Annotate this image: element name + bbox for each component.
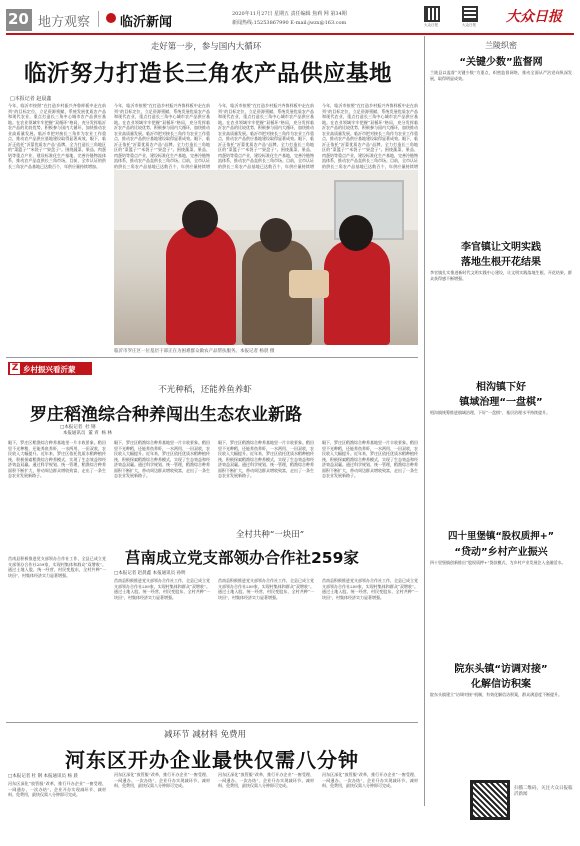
coop-byline: □本报记者 赵晨鑫 本报通讯员 孙明: [114, 571, 186, 576]
photo-volunteer-left: [166, 225, 236, 345]
right-kicker-4: 四十里堡镇“股权质押+”: [448, 531, 554, 542]
rural-body-col1: 眼下，罗庄区稻渔综合种养基地里一片丰收景象。稻田里不光种稻，还能养鱼养虾，一水两用、一田双收，农民收入大幅提升。近年来，罗庄区依托优质水稻种植传统，积极探索稻渔综合种养模式，实现了生态效益和经济效益双赢。通过科学规划、统一管理，稻渔综合种养面积不断扩大，带动周边群众增收致富，走出了一条生态农业发展新路子。: [8, 440, 106, 478]
photo-head-right: [339, 215, 373, 251]
coop-body-col1: 莒南县积极推进党支部领办合作社工作，全县已成立党支部领办合作社259家，实现村集体和群众“双增收”。通过土地入股、统一经营，村民变股东，全村共种“一块田”，村集体经济实力显著增强。: [114, 578, 210, 600]
photo-bag: [289, 270, 329, 298]
right-body-4: 四十里堡镇创新推出“股权质押+”贷款模式，为乡村产业发展注入金融活水。: [430, 560, 566, 565]
right-headline-3: 镇域治理“一盘棋”: [459, 397, 543, 408]
qr-label: 大众日报: [424, 23, 438, 27]
qr-label: 大众日报: [462, 23, 476, 27]
right-body-2: 李官镇扎实推进新时代文明实践中心建设，让文明实践落地生根、开花结果，群众获得感不断增强。: [430, 270, 572, 281]
lead-body-col3: 今年，临沂市按照“在打造乡村振兴齐鲁样板中走在前列”的目标定位，立足资源禀赋，系统发展优质农产品和现代农业，重点打造长三角中心城市农产品供应基地。在农业领域牢牢把握“双循环”格局，充分发挥临沂农产品的比较优势，积极参与国内大循环，加快推动农业高质量发展。临沂市把对接长三角作为农业工作重点，推动农产品供应基地建设取得显著成效。眼下，临沂正依托“沂蒙优质农产品”品牌，全力打造长三角地区的“菜篮子”“米袋子”“果盘子”。围绕蔬菜、果品、肉蛋奶等重点产业，建设标准化生产基地，完善冷链物流体系，推动农产品直供长三角市场。目前，全市认证的供长三角农产品基地已达数百个，年供应量持续增: [218, 103, 314, 169]
contact-info: 新闻热线:15253867990 E-mail:jwzx@163.com: [232, 20, 347, 26]
page-number: 20: [8, 10, 29, 28]
coop-body-col3: 莒南县积极推进党支部领办合作社工作，全县已成立党支部领办合作社259家，实现村集体和群众“双增收”。通过土地入股、统一经营，村民变股东，全村共种“一块田”，村集体经济实力显著增强。: [322, 578, 418, 600]
right-body-5: 院东头镇建立“访调对接”机制，有效化解信访积案，群众满意度不断提升。: [430, 692, 563, 697]
rural-body-col3: 眼下，罗庄区稻渔综合种养基地里一片丰收景象。稻田里不光种稻，还能养鱼养虾，一水两用、一田双收，农民收入大幅提升。近年来，罗庄区依托优质水稻种植传统，积极探索稻渔综合种养模式，实现了生态效益和经济效益双赢。通过科学规划、统一管理，稻渔综合种养面积不断扩大，带动周边群众增收致富，走出了一条生态农业发展新路子。: [218, 440, 314, 478]
photo-volunteer-right: [324, 240, 390, 345]
lead-byline: □本报记者 赵晨鑫: [10, 96, 52, 102]
right-kicker-2: 李官镇让文明实践: [461, 242, 541, 253]
header-rule: [6, 33, 574, 35]
bottom-body-col2: 河东区深化“放管服”改革，推行开办企业“一窗受理、一网通办、一次办结”，企业开办实现减环节、减材料、免费用，最快仅需八分钟即可完成。: [114, 772, 210, 788]
section-name: 地方观察: [38, 15, 91, 30]
red-dot-icon: [106, 13, 116, 23]
qr-caption: 扫描二维码，关注大众日报临沂新闻: [514, 786, 573, 797]
photo-head-left: [182, 200, 218, 238]
lead-body-col2: 今年，临沂市按照“在打造乡村振兴齐鲁样板中走在前列”的目标定位，立足资源禀赋，系统发展优质农产品和现代农业，重点打造长三角中心城市农产品供应基地。在农业领域牢牢把握“双循环”格局，充分发挥临沂农产品的比较优势，积极参与国内大循环，加快推动农业高质量发展。临沂市把对接长三角作为农业工作重点，推动农产品供应基地建设取得显著成效。眼下，临沂正依托“沂蒙优质农产品”品牌，全力打造长三角地区的“菜篮子”“米袋子”“果盘子”。围绕蔬菜、果品、肉蛋奶等重点产业，建设标准化生产基地，完善冷链物流体系，推动农产品直供长三角市场。目前，全市认证的供长三角农产品基地已达数百个，年供应量持续增: [114, 103, 210, 169]
qr-code-icon: [424, 6, 440, 22]
bottom-kicker: 减环节 减材料 免费用: [164, 730, 246, 740]
right-body-1: 兰陵县以监督“关键少数”为重点，织密监督网络，推动全面从严治党向纵深发展，取得明显成效。: [430, 70, 572, 81]
lead-body-col4: 今年，临沂市按照“在打造乡村振兴齐鲁样板中走在前列”的目标定位，立足资源禀赋，系统发展优质农产品和现代农业，重点打造长三角中心城市农产品供应基地。在农业领域牢牢把握“双循环”格局，充分发挥临沂农产品的比较优势，积极参与国内大循环，加快推动农业高质量发展。临沂市把对接长三角作为农业工作重点，推动农产品供应基地建设取得显著成效。眼下，临沂正依托“沂蒙优质农产品”品牌，全力打造长三角地区的“菜篮子”“米袋子”“果盘子”。围绕蔬菜、果品、肉蛋奶等重点产业，建设标准化生产基地，完善冷链物流体系，推动农产品直供长三角市场。目前，全市认证的供长三角农产品基地已达数百个，年供应量持续增: [322, 103, 418, 169]
right-kicker-1: 兰陵织密: [485, 41, 517, 50]
lead-body-col1: 今年，临沂市按照“在打造乡村振兴齐鲁样板中走在前列”的目标定位，立足资源禀赋，系统发展优质农产品和现代农业，重点打造长三角中心城市农产品供应基地。在农业领域牢牢把握“双循环”格局，充分发挥临沂农产品的比较优势，积极参与国内大循环，加快推动农业高质量发展。临沂市把对接长三角作为农业工作重点，推动农产品供应基地建设取得显著成效。眼下，临沂正依托“沂蒙优质农产品”品牌，全力打造长三角地区的“菜篮子”“米袋子”“果盘子”。围绕蔬菜、果品、肉蛋奶等重点产业，建设标准化生产基地，完善冷链物流体系，推动农产品直供长三角市场。目前，全市认证的供长三角农产品基地已达数百个，年供应量持续增加。: [8, 103, 106, 169]
right-headline-2: 落地生根开花结果: [461, 257, 541, 268]
section-rule: [6, 722, 418, 723]
bottom-body-col3: 河东区深化“放管服”改革，推行开办企业“一窗受理、一网通办、一次办结”，企业开办实现减环节、减材料、免费用，最快仅需八分钟即可完成。: [218, 772, 314, 788]
bottom-body-col1: 河东区深化“放管服”改革，推行开办企业“一窗受理、一网通办、一次办结”，企业开办实现减环节、减材料、免费用，最快仅需八分钟即可完成。: [8, 781, 106, 797]
issue-meta: 2020年11月27日 星期五 责任编辑 焦莉 网 第34期: [232, 11, 347, 17]
photo-head-elder: [260, 218, 292, 252]
right-kicker-5: 院东头镇“访调对接”: [454, 664, 548, 675]
section-rule: [6, 357, 418, 358]
lead-headline: 临沂努力打造长三角农产品供应基地: [24, 61, 393, 87]
column-name: 临沂新闻: [120, 15, 173, 30]
coop-body-col2: 莒南县积极推进党支部领办合作社工作，全县已成立党支部领办合作社259家，实现村集体和群众“双增收”。通过土地入股、统一经营，村民变股东，全村共种“一块田”，村集体经济实力显著增强。: [218, 578, 314, 600]
qr-code-icon: [470, 780, 510, 820]
bottom-body-col4: 河东区深化“放管服”改革，推行开办企业“一窗受理、一网通办、一次办结”，企业开办实现减环节、减材料、免费用，最快仅需八分钟即可完成。: [322, 772, 418, 788]
rural-headline: 罗庄稻渔综合种养闯出生态农业新路: [30, 405, 302, 425]
coop-body-col0: 莒南县积极推进党支部领办合作社工作，全县已成立党支部领办合作社259家，实现村集体和群众“双增收”。通过土地入股、统一经营，村民变股东，全村共种“一块田”，村集体经济实力显著增强。: [8, 556, 106, 578]
rural-body-col4: 眼下，罗庄区稻渔综合种养基地里一片丰收景象。稻田里不光种稻，还能养鱼养虾，一水两用、一田双收，农民收入大幅提升。近年来，罗庄区依托优质水稻种植传统，积极探索稻渔综合种养模式，实现了生态效益和经济效益双赢。通过科学规划、统一管理，稻渔综合种养面积不断扩大，带动周边群众增收致富，走出了一条生态农业发展新路子。: [322, 440, 418, 478]
bottom-byline: □本报记者 杜 钢 本报通讯员 杨 晨: [8, 774, 78, 779]
rural-byline: □本报记者 杜 钢 本报通讯员 董 青 杨 林: [60, 425, 112, 436]
feature-tag-z-icon: Z: [11, 363, 19, 373]
coop-kicker: 全村共种“一块田”: [235, 530, 305, 540]
qr-code-icon: [462, 6, 478, 22]
right-kicker-3: 相沟镇下好: [476, 382, 526, 393]
paper-logo: 大众日报: [506, 9, 562, 25]
photo-caption: 临沂市罗庄区一位基层干部正在为困难群众做农产品帮扶服务。本报记者 杨晨 摄: [114, 349, 275, 354]
rural-body-col2: 眼下，罗庄区稻渔综合种养基地里一片丰收景象。稻田里不光种稻，还能养鱼养虾，一水两用、一田双收，农民收入大幅提升。近年来，罗庄区依托优质水稻种植传统，积极探索稻渔综合种养模式，实现了生态效益和经济效益双赢。通过科学规划、统一管理，稻渔综合种养面积不断扩大，带动周边群众增收致富，走出了一条生态农业发展新路子。: [114, 440, 210, 478]
right-headline-4: “贷动”乡村产业振兴: [454, 547, 548, 558]
bottom-headline: 河东区开办企业最快仅需八分钟: [65, 748, 359, 772]
news-photo: [114, 170, 418, 345]
right-headline-1: “关键少数”监督网: [459, 57, 543, 68]
right-body-3: 相沟镇统筹推进镇域治理，下好“一盘棋”，基层治理水平持续提升。: [430, 410, 551, 415]
right-column-divider: [424, 36, 425, 806]
mast-separator: [98, 11, 99, 27]
coop-headline: 莒南成立党支部领办合作社259家: [125, 549, 359, 567]
lead-kicker: 走好第一步，参与国内大循环: [150, 42, 262, 52]
right-headline-5: 化解信访积案: [471, 679, 531, 690]
rural-kicker: 不光种稻，还能养鱼养虾: [158, 385, 252, 395]
feature-tag-label: 乡村振兴看沂蒙: [23, 365, 76, 374]
